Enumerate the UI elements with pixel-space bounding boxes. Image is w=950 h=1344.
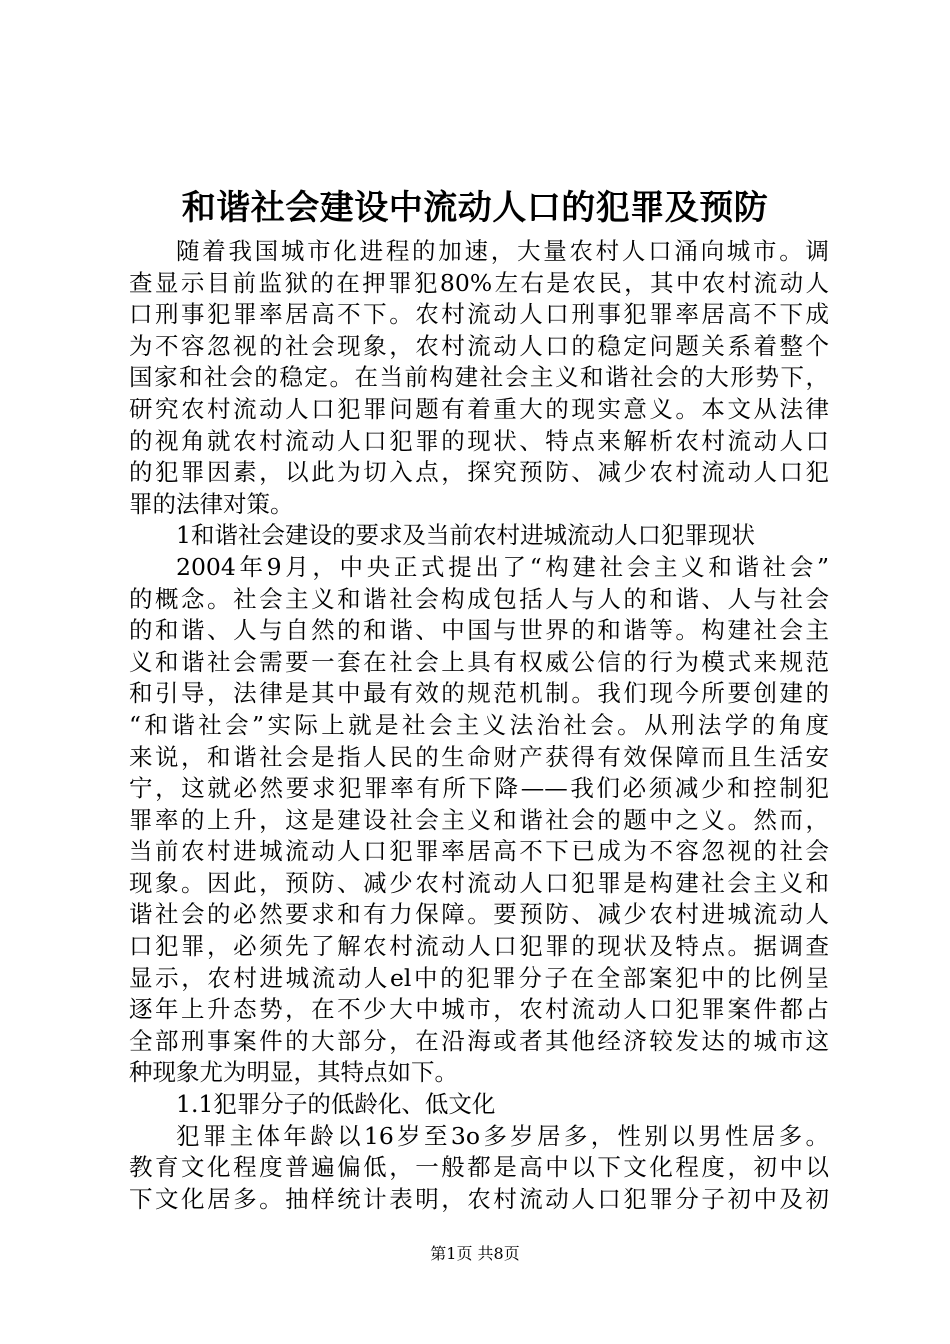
text-line: 犯罪主体年龄以16岁至3o多岁居多，性别以男性居多。 [176, 1121, 829, 1150]
text-line: 教育文化程度普遍偏低，一般都是高中以下文化程度，初中以 [129, 1153, 829, 1182]
text-line: 和引导，法律是其中最有效的规范机制。我们现今所要创建的 [129, 679, 829, 708]
text-line: 种现象尤为明显，其特点如下。 [129, 1058, 458, 1087]
text-line: 查显示目前监狱的在押罪犯80%左右是农民，其中农村流动人 [129, 268, 829, 297]
document-body [129, 236, 829, 1215]
text-line: 义和谐社会需要一套在社会上具有权威公信的行为模式来规范 [129, 647, 829, 676]
section-heading: 1和谐社会建设的要求及当前农村进城流动人口犯罪现状 [176, 521, 755, 550]
text-line: 2004年9月，中央正式提出了“构建社会主义和谐社会” [176, 552, 829, 581]
document-title: 和谐社会建设中流动人口的犯罪及预防 [181, 188, 769, 228]
subsection-heading: 1.1犯罪分子的低龄化、低文化 [176, 1090, 496, 1119]
text-line: 的犯罪因素，以此为切入点，探究预防、减少农村流动人口犯 [129, 458, 829, 487]
text-line: 研究农村流动人口犯罪问题有着重大的现实意义。本文从法律 [129, 394, 829, 423]
text-line: 的和谐、人与自然的和谐、中国与世界的和谐等。构建社会主 [129, 616, 829, 645]
text-line: 逐年上升态势，在不少大中城市，农村流动人口犯罪案件都占 [129, 995, 829, 1024]
text-line: 口刑事犯罪率居高不下。农村流动人口刑事犯罪率居高不下成 [129, 300, 829, 329]
text-line: 口犯罪，必须先了解农村流动人口犯罪的现状及特点。据调查 [129, 932, 829, 961]
text-line: 国家和社会的稳定。在当前构建社会主义和谐社会的大形势下， [129, 363, 829, 392]
text-line: 罪的法律对策。 [129, 489, 294, 518]
page-number-footer: 第1页 共8页 [430, 1244, 520, 1263]
text-line: 全部刑事案件的大部分，在沿海或者其他经济较发达的城市这 [129, 1026, 829, 1055]
text-line: 当前农村进城流动人口犯罪率居高不下已成为不容忽视的社会 [129, 837, 829, 866]
text-line: 宁，这就必然要求犯罪率有所下降——我们必须减少和控制犯 [129, 774, 829, 803]
text-line: “和谐社会”实际上就是社会主义法治社会。从刑法学的角度 [129, 710, 829, 739]
text-line: 罪率的上升，这是建设社会主义和谐社会的题中之义。然而， [129, 805, 829, 834]
text-line: 的视角就农村流动人口犯罪的现状、特点来解析农村流动人口 [129, 426, 829, 455]
text-line: 谐社会的必然要求和有力保障。要预防、减少农村进城流动人 [129, 900, 829, 929]
text-line: 随着我国城市化进程的加速，大量农村人口涌向城市。调 [176, 237, 829, 265]
text-line: 的概念。社会主义和谐社会构成包括人与人的和谐、人与社会 [129, 584, 829, 613]
text-line: 下文化居多。抽样统计表明，农村流动人口犯罪分子初中及初 [129, 1184, 829, 1213]
text-line: 显示，农村进城流动人el中的犯罪分子在全部案犯中的比例呈 [129, 963, 829, 992]
text-line: 现象。因此，预防、减少农村流动人口犯罪是构建社会主义和 [129, 868, 829, 897]
text-line: 为不容忽视的社会现象，农村流动人口的稳定问题关系着整个 [129, 331, 829, 360]
text-line: 来说，和谐社会是指人民的生命财产获得有效保障而且生活安 [129, 742, 829, 771]
